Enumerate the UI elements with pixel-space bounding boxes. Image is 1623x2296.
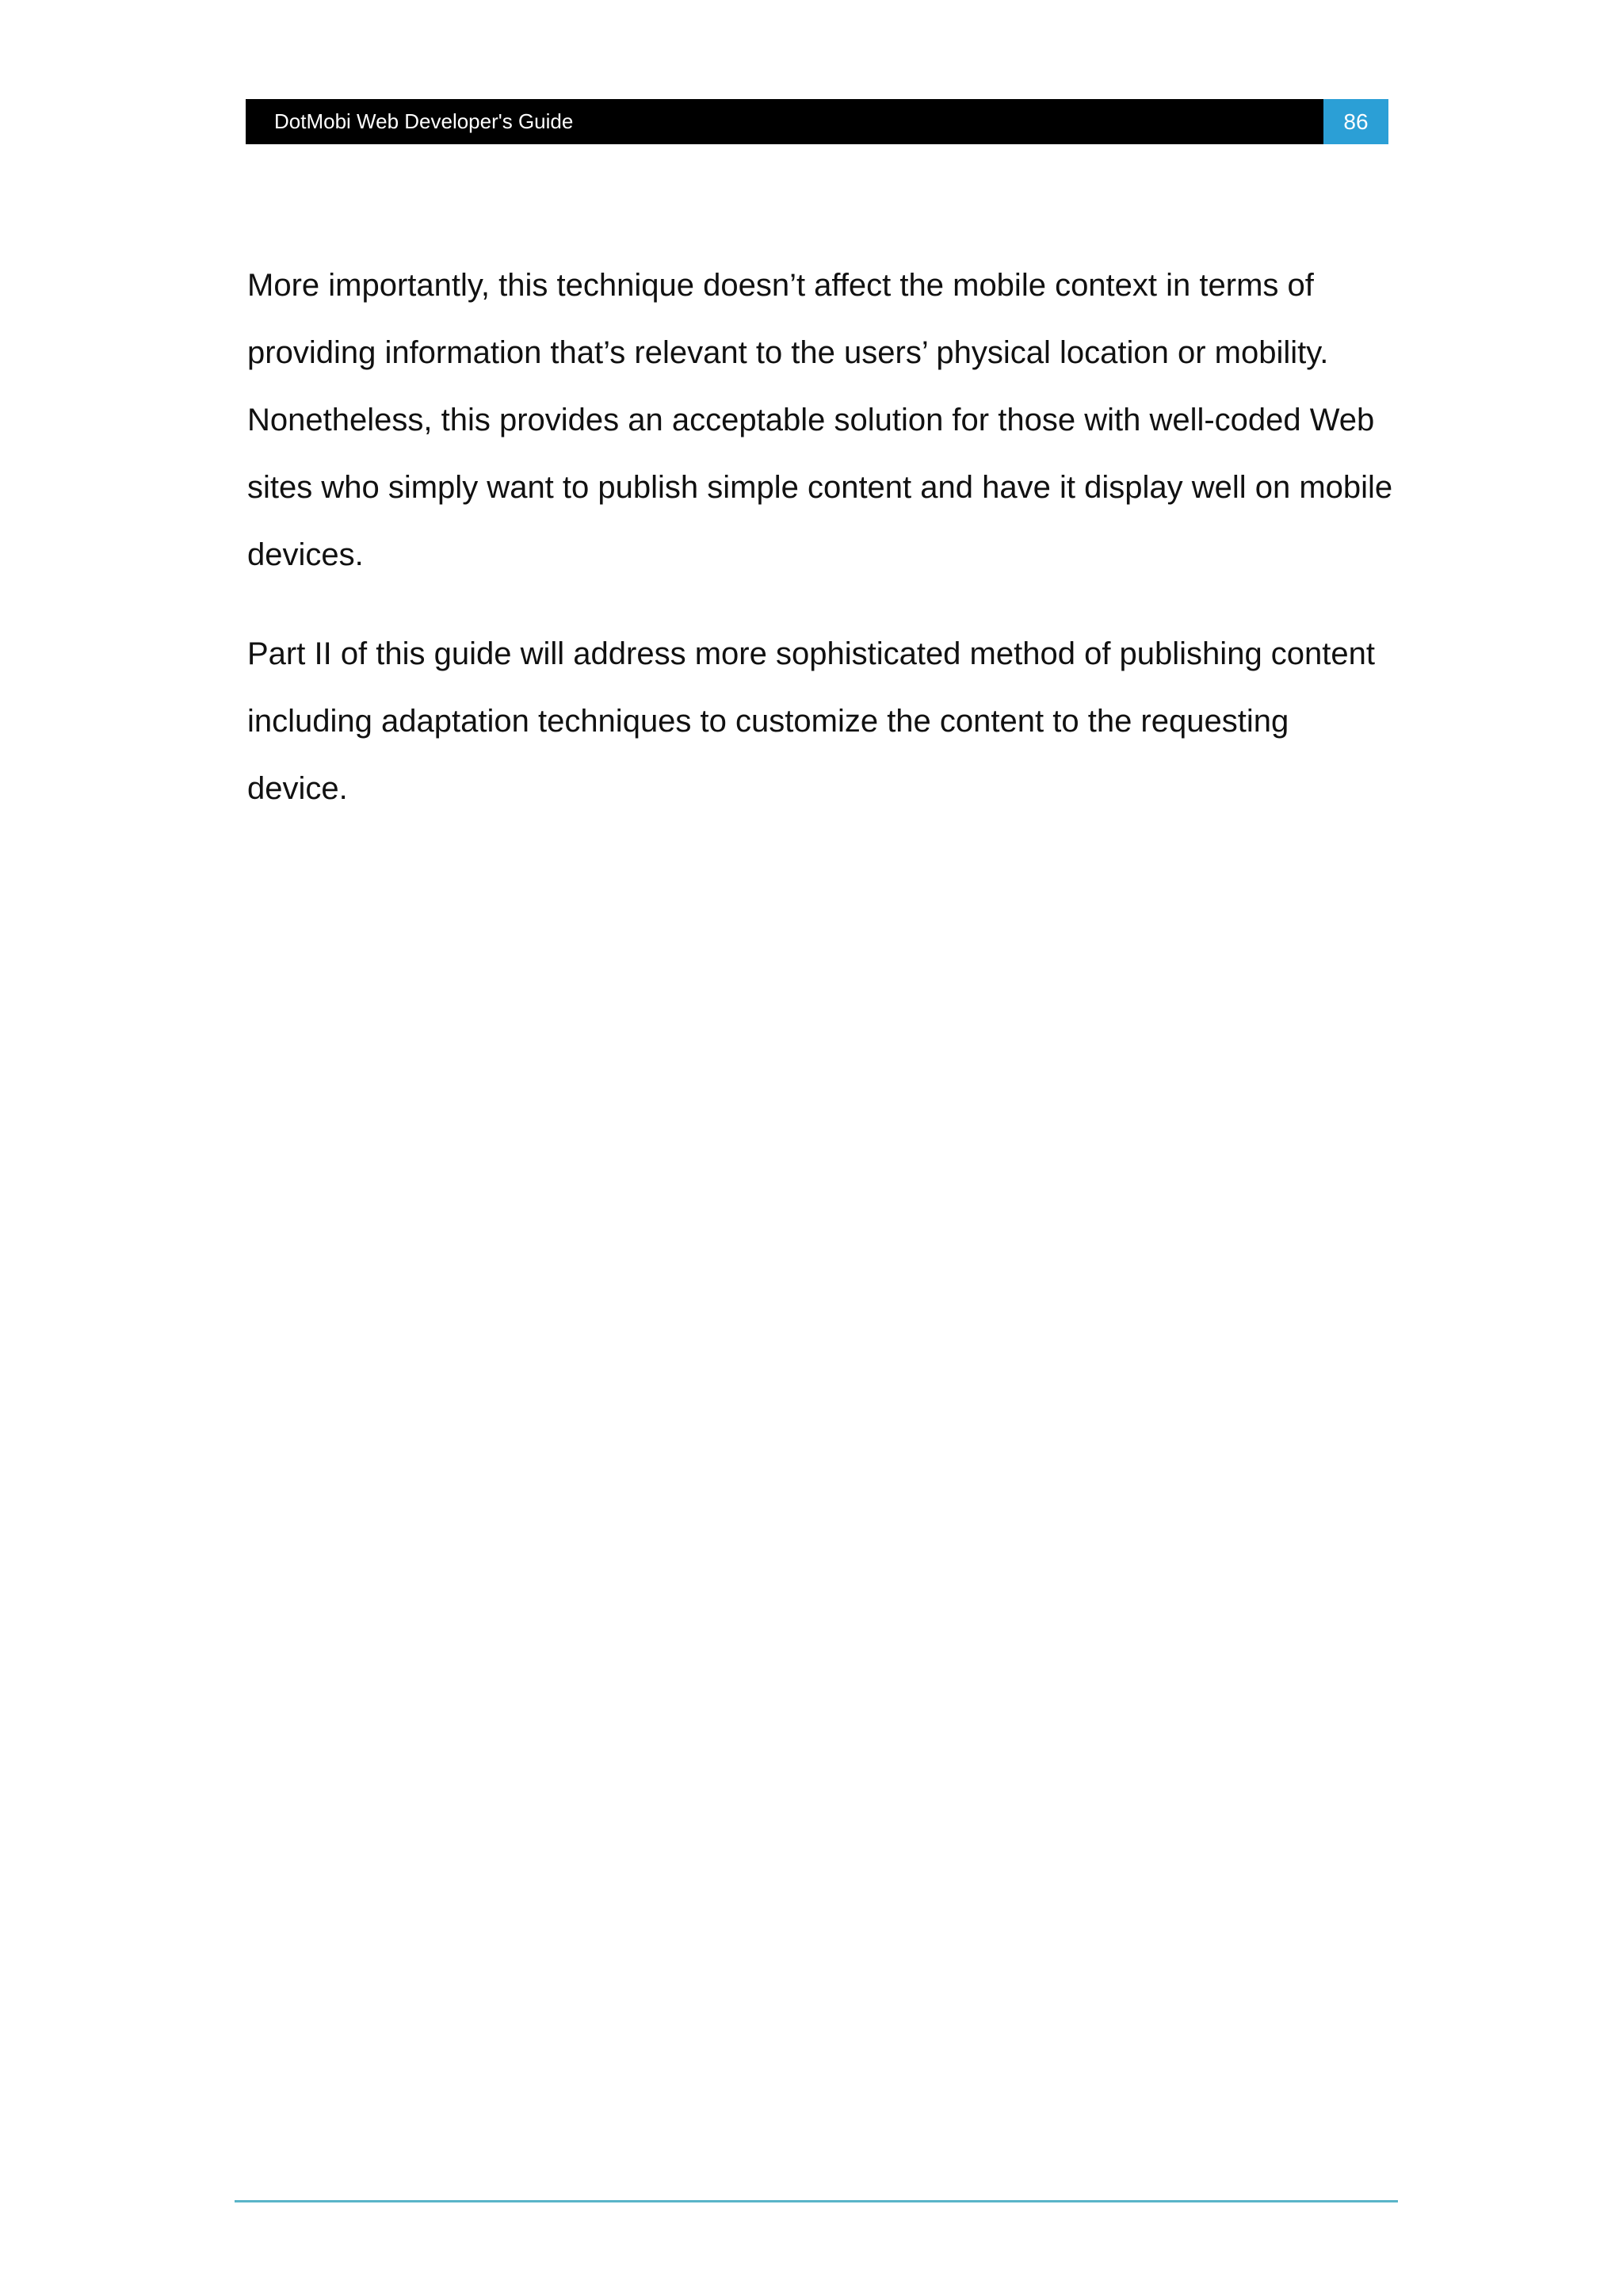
header-title: DotMobi Web Developer's Guide xyxy=(274,109,574,133)
running-header xyxy=(246,99,1388,144)
paragraph-1: More importantly, this technique doesn’t affect the mobile context in terms of providing information that’s relevant to the users’ physical location or mobility. Nonetheless, this provides an acceptable solution for those with well-coded Web sites who simply want to publish simple content and have it display well on mobile devices. xyxy=(247,268,1393,572)
footer-rule xyxy=(235,2200,1398,2202)
body-text xyxy=(247,252,1396,854)
paragraph-2: Part II of this guide will address more sophisticated method of publishing content including adaptation techniques to customize the content to the requesting device. xyxy=(247,636,1376,806)
page-number: 86 xyxy=(1323,99,1388,144)
